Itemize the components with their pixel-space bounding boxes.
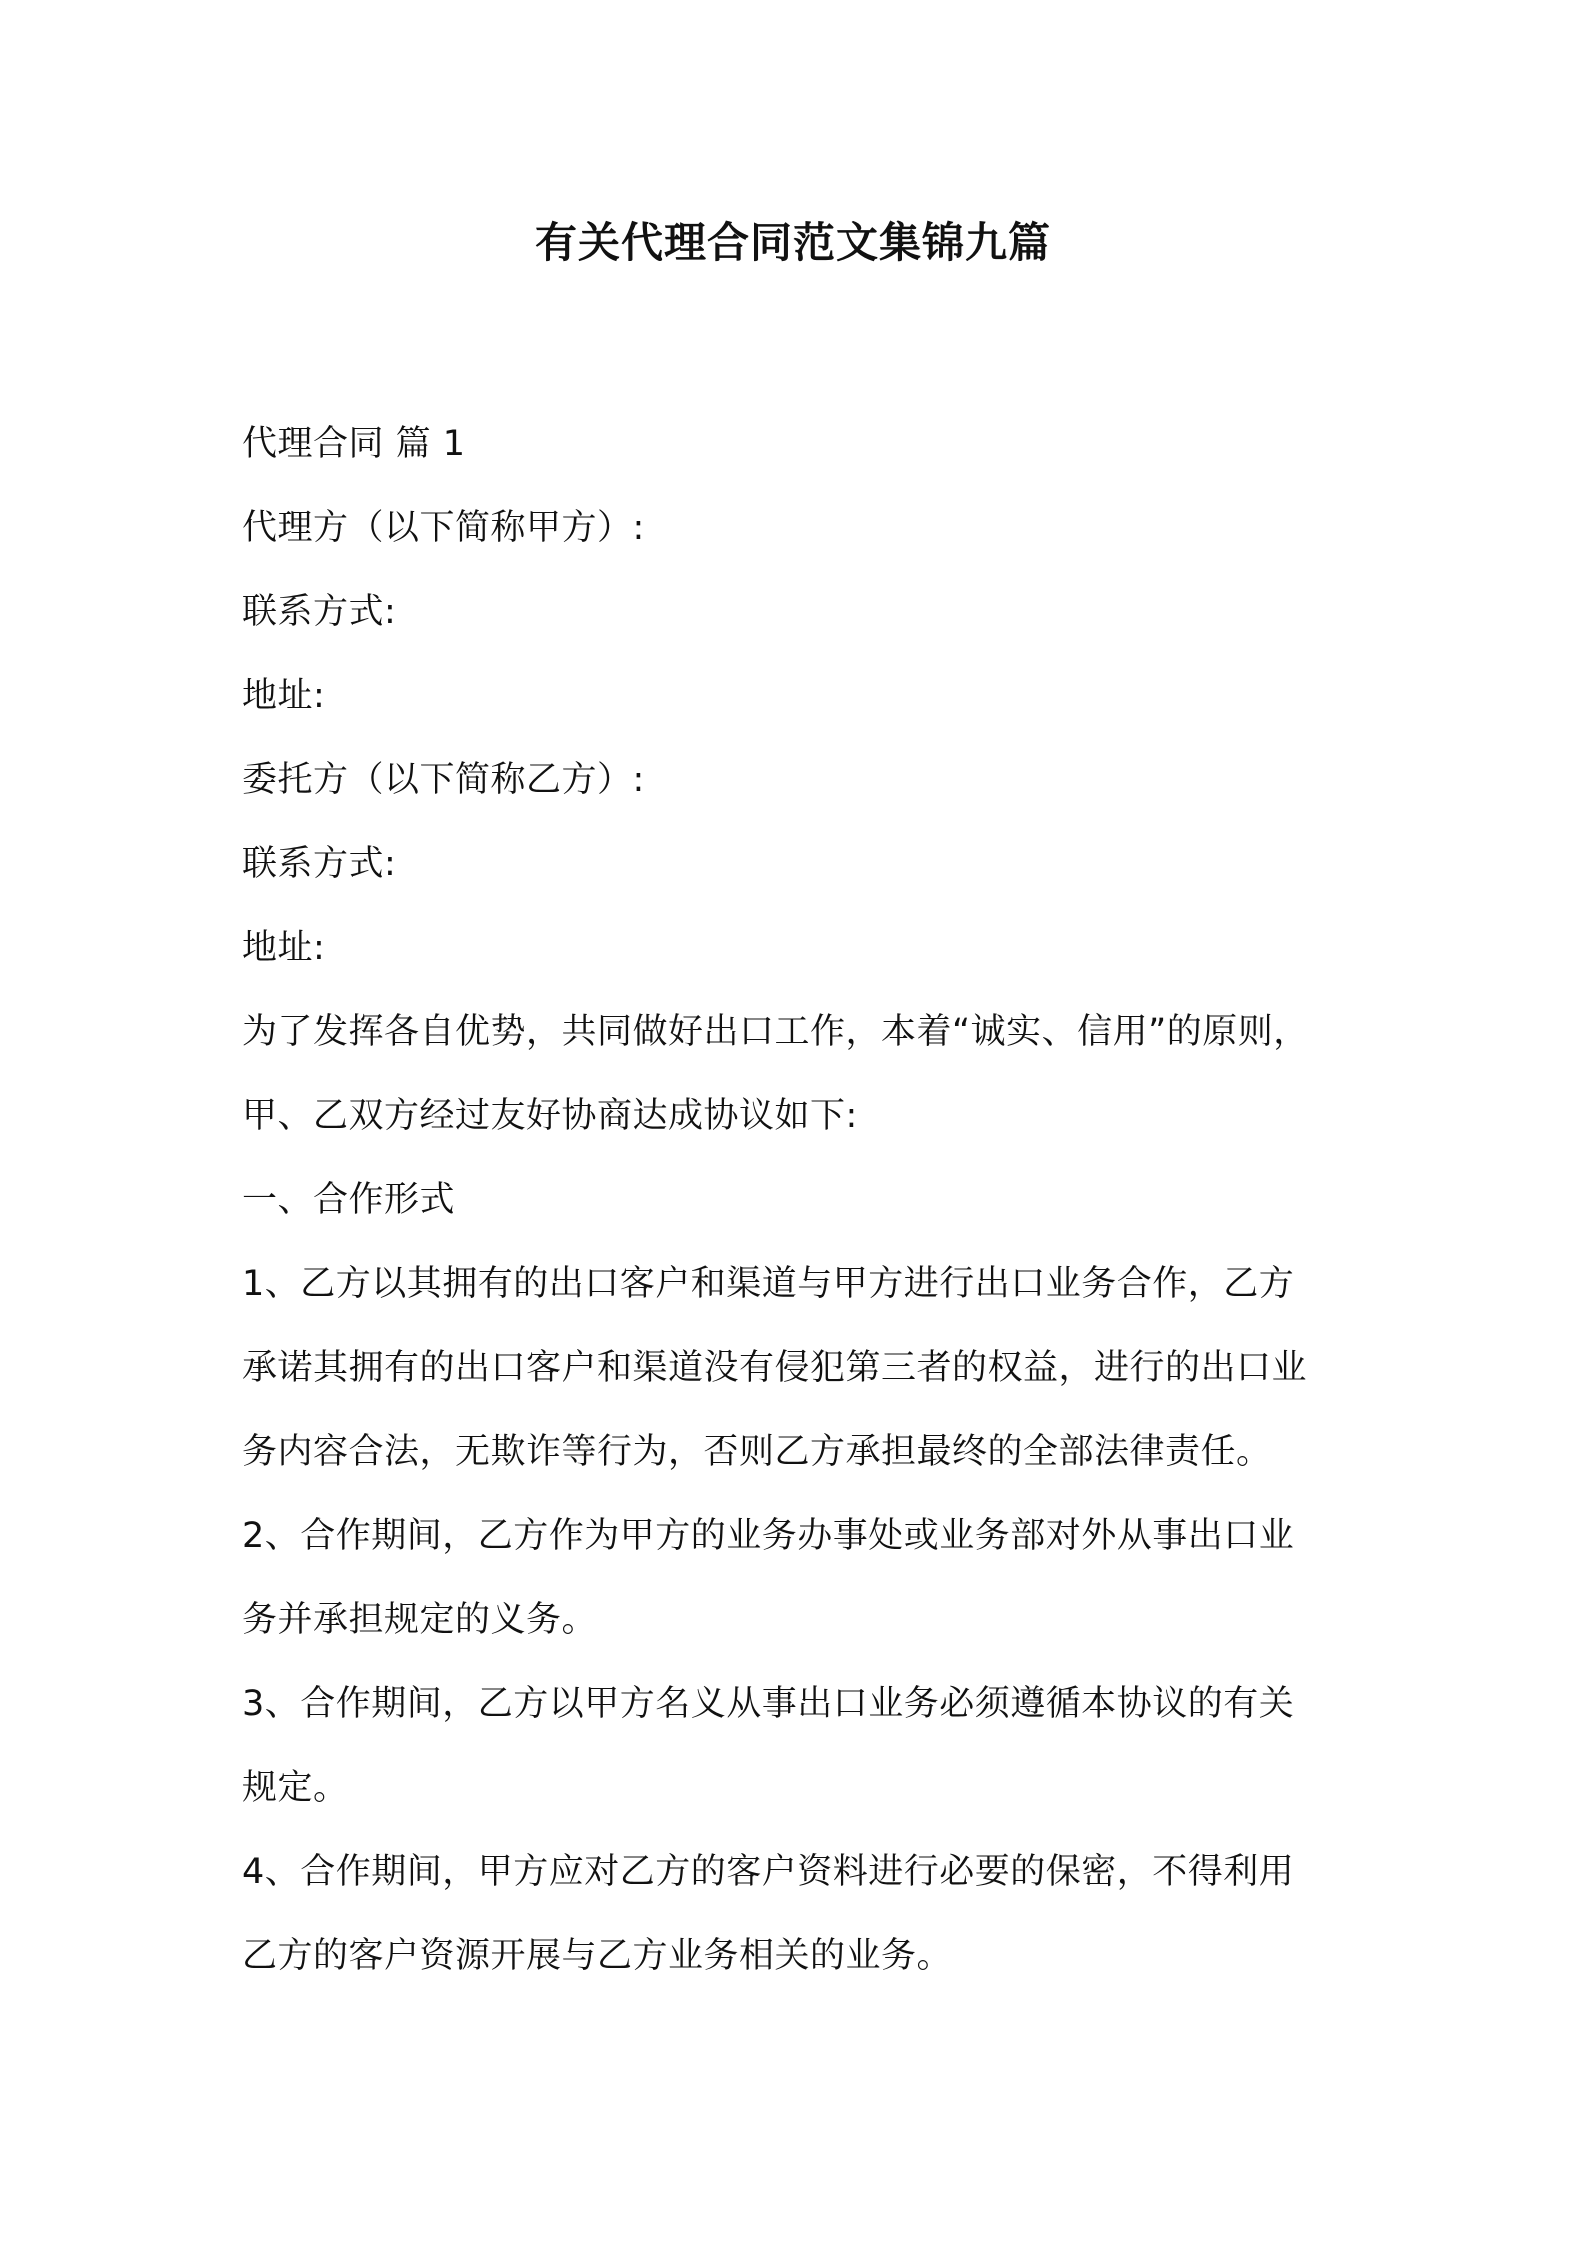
clause-1-line-1: 1、乙方以其拥有的出口客户和渠道与甲方进行出口业务合作，乙方 <box>242 1264 1295 1304</box>
clause-4-line-1: 4、合作期间，甲方应对乙方的客户资料进行必要的保密，不得利用 <box>242 1852 1295 1892</box>
party-a-label: 代理方（以下简称甲方）: <box>242 508 645 548</box>
clause-2-line-2: 务并承担规定的义务。 <box>242 1600 598 1640</box>
clause-3-line-2: 规定。 <box>242 1768 349 1808</box>
party-a-contact-label: 联系方式: <box>242 592 397 632</box>
clause-3-line-1: 3、合作期间，乙方以甲方名义从事出口业务必须遵循本协议的有关 <box>242 1684 1295 1724</box>
preamble-line-2: 甲、乙双方经过友好协商达成协议如下: <box>242 1096 858 1136</box>
clause-1-line-2: 承诺其拥有的出口客户和渠道没有侵犯第三者的权益，进行的出口业 <box>242 1348 1308 1388</box>
party-b-address-label: 地址: <box>242 928 326 968</box>
clause-1-line-3: 务内容合法，无欺诈等行为，否则乙方承担最终的全部法律责任。 <box>242 1432 1272 1472</box>
clause-4-line-2: 乙方的客户资源开展与乙方业务相关的业务。 <box>242 1936 953 1976</box>
party-b-label: 委托方（以下简称乙方）: <box>242 760 645 800</box>
party-b-contact-label: 联系方式: <box>242 844 397 884</box>
clause-2-line-1: 2、合作期间，乙方作为甲方的业务办事处或业务部对外从事出口业 <box>242 1516 1295 1556</box>
section-heading-1: 代理合同 篇 1 <box>242 424 466 464</box>
document-title: 有关代理合同范文集锦九篇 <box>534 218 1051 267</box>
clause-heading-cooperation-form: 一、合作形式 <box>242 1180 456 1220</box>
document-body <box>242 402 1362 1998</box>
preamble-line-1: 为了发挥各自优势，共同做好出口工作，本着“诚实、信用”的原则， <box>242 1012 1309 1052</box>
party-a-address-label: 地址: <box>242 676 326 716</box>
